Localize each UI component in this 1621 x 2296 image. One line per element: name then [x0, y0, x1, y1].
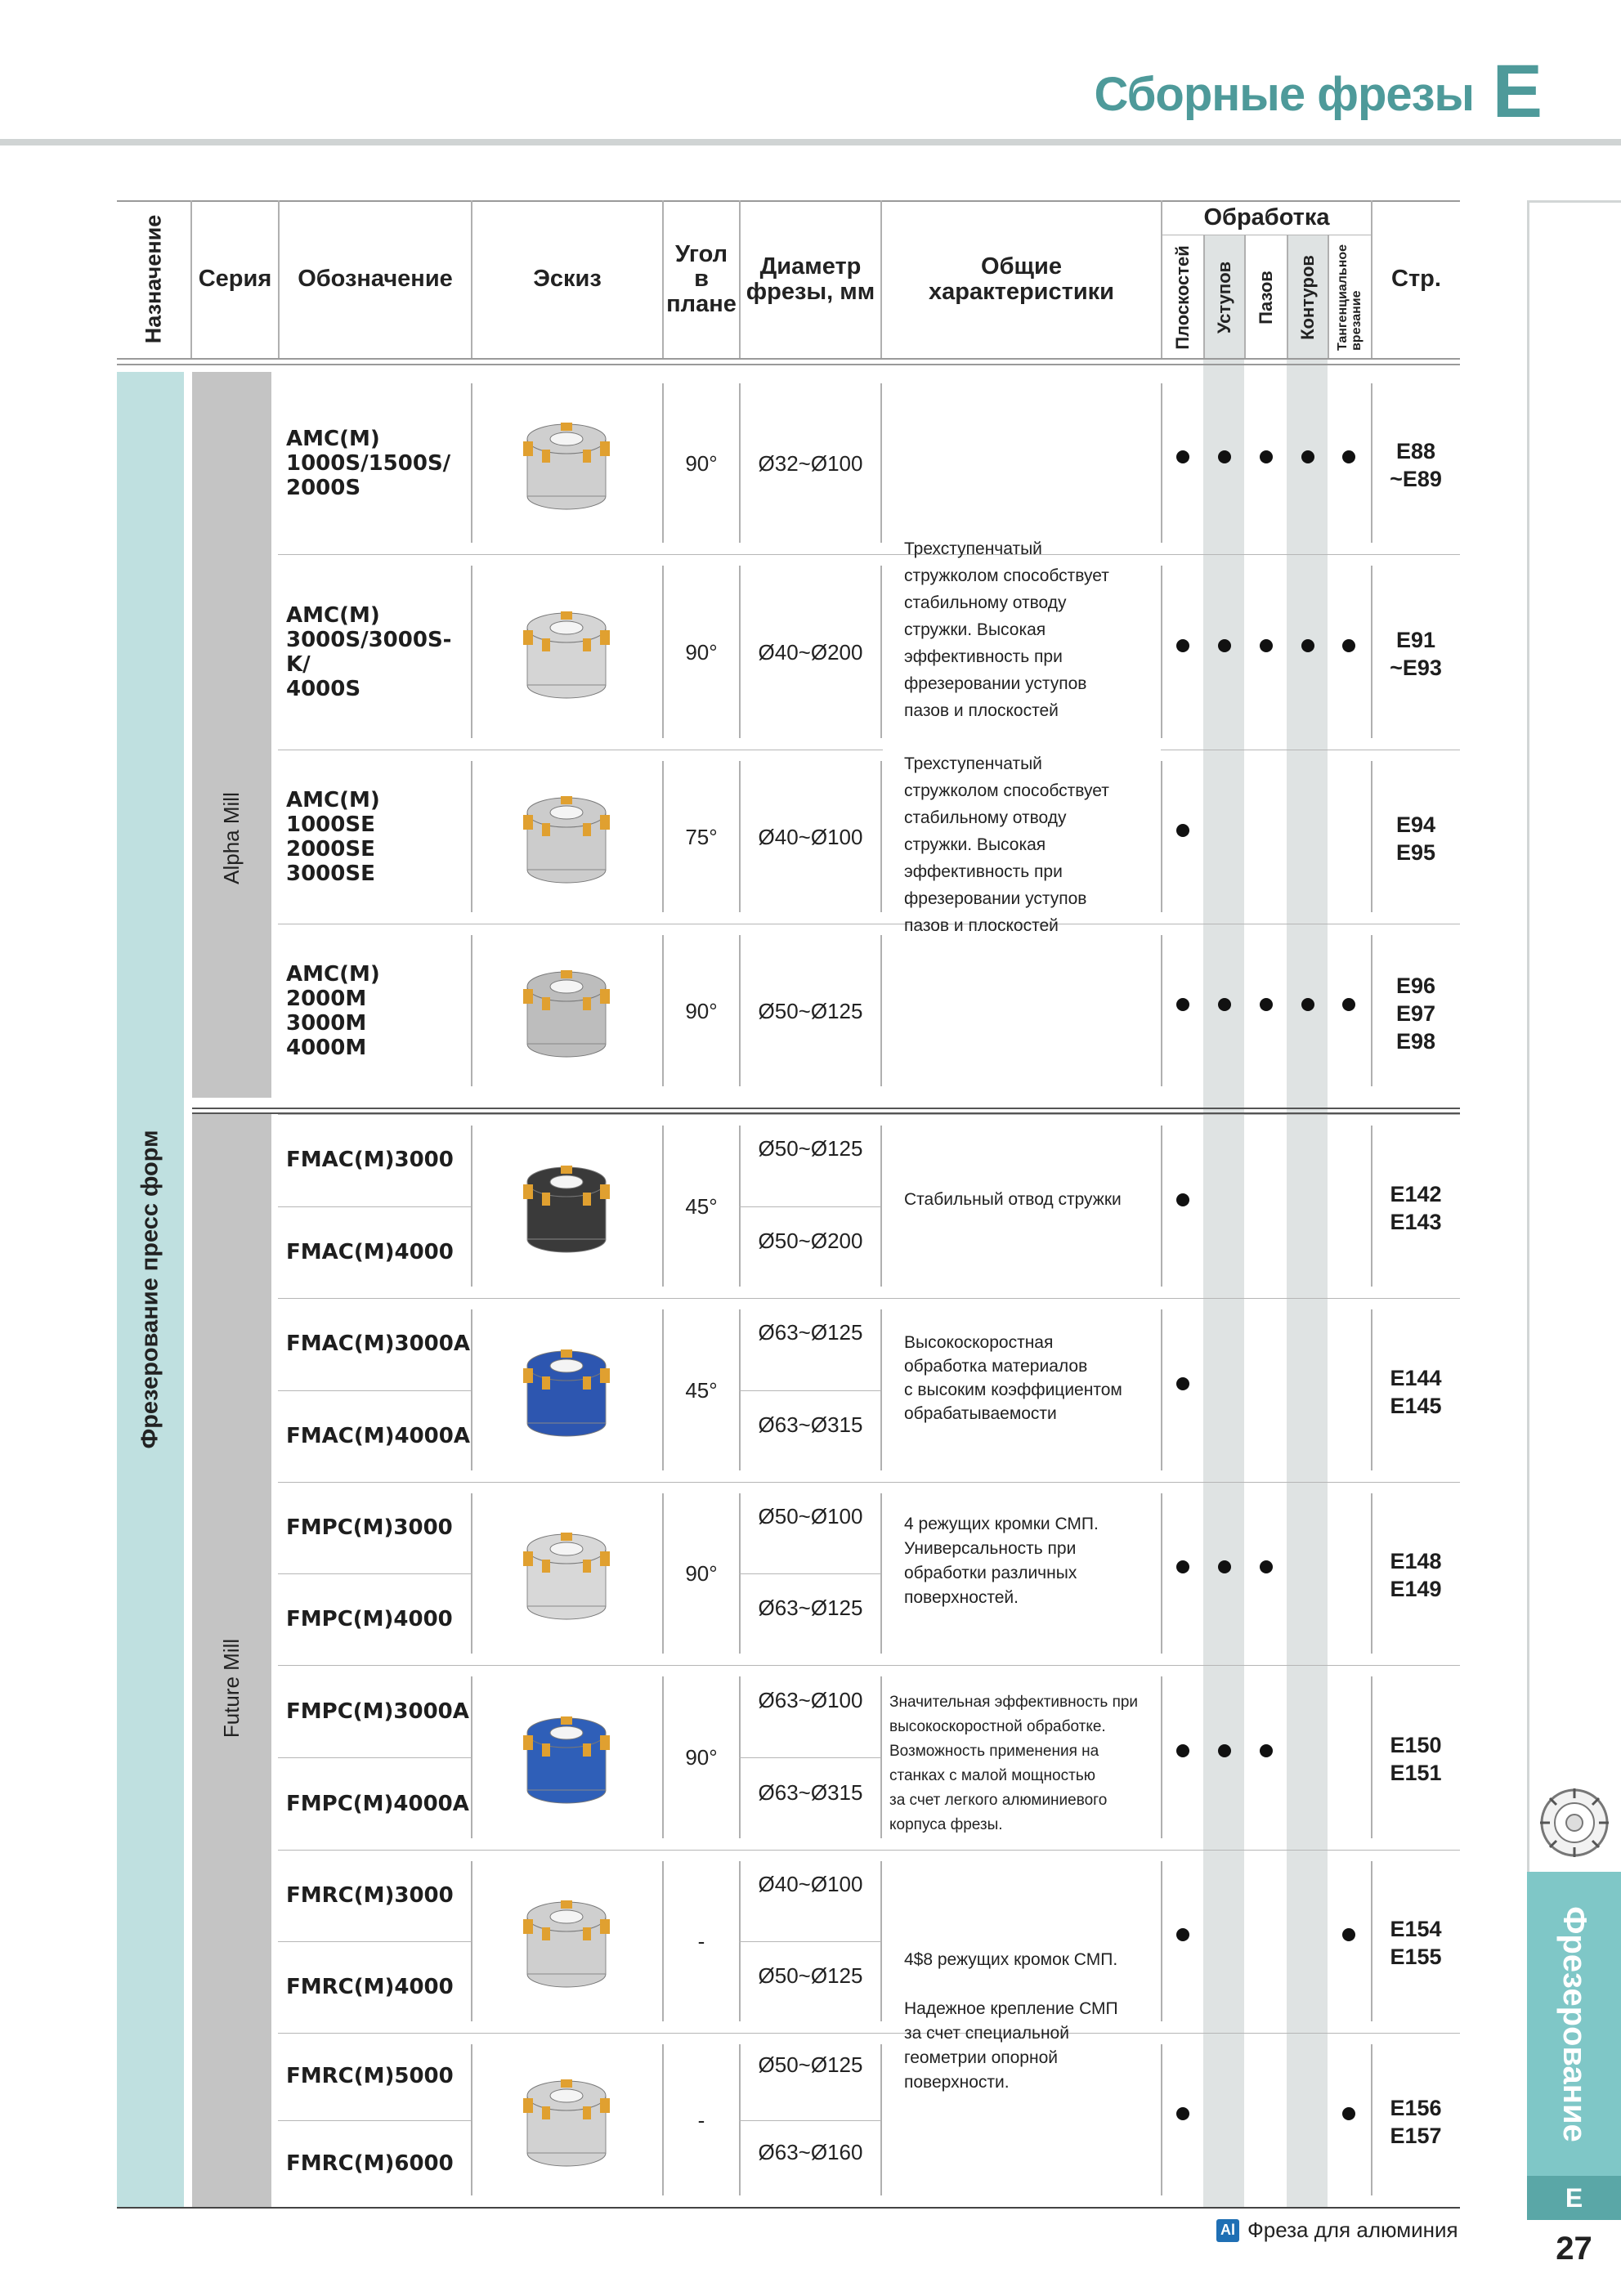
diameter-value: Ø63~Ø125 — [758, 1596, 863, 1620]
processing-mark — [1218, 998, 1231, 1011]
description: 4 режущих кромки СМП. Универсальность при обработки различных поверхностей. — [904, 1515, 1099, 1607]
diameter-value: Ø40~Ø200 — [758, 639, 863, 665]
hdr-purpose: Назначение — [141, 214, 166, 344]
silver-facemill-icon — [505, 591, 628, 714]
processing-mark — [1260, 1744, 1273, 1757]
col-sep — [880, 1861, 882, 2021]
description: 4$8 режущих кромок СМП. Надежное крепление СМП за счет специальной геометрии опорной поверхности. — [904, 1950, 1118, 2092]
catalog-table — [117, 200, 1460, 2207]
designation: FMRC(M)5000 — [286, 2064, 454, 2089]
page-ref[interactable]: E154 E155 — [1390, 1917, 1442, 1969]
page-title: Сборные фрезы — [1094, 68, 1474, 121]
purpose-label: Фрезерование пресс форм — [137, 1130, 163, 1449]
hdr-proc-shoulder: Уступов — [1214, 261, 1234, 333]
hdr-processing: Обработка — [1203, 204, 1330, 230]
designation: AMC(M) 3000S/3000S-K/ 4000S — [286, 602, 452, 701]
col-sep — [1161, 383, 1162, 543]
angle-value: 45° — [685, 1377, 718, 1403]
silver-shoulder-mill-icon — [505, 1512, 628, 1635]
header-bottom-rule-2 — [117, 364, 1460, 365]
hdr-sketch: Эскиз — [533, 266, 602, 293]
sub-row-rule — [278, 1573, 471, 1574]
legend — [1216, 2218, 1458, 2243]
designation: AMC(M) 2000M 3000M 4000M — [286, 961, 380, 1060]
section-letter: E — [1492, 50, 1543, 133]
section-tab-letter: E — [1527, 2176, 1621, 2220]
col-sep — [880, 1309, 882, 1470]
col-sep — [880, 1493, 882, 1654]
designation: FMPC(M)4000A — [286, 1791, 469, 1816]
page-ref[interactable]: E88 ~E89 — [1390, 438, 1442, 491]
page-ref[interactable]: E150 E151 — [1390, 1733, 1442, 1785]
hdr-proc-slot: Пазов — [1256, 270, 1277, 324]
designation: FMPC(M)4000 — [286, 1607, 453, 1631]
designation: FMRC(M)6000 — [286, 2151, 454, 2176]
description: Высокоскоростная обработка материалов с высоким коэффициентом обрабатываемости — [904, 1333, 1122, 1423]
sub-row-rule — [278, 1390, 471, 1391]
section-tab-label: Фрезерование — [1556, 1905, 1592, 2142]
diameter-value: Ø63~Ø315 — [758, 1779, 863, 1805]
processing-mark — [1218, 639, 1231, 652]
processing-mark — [1218, 450, 1231, 463]
sub-row-rule — [278, 1757, 471, 1758]
diameter-value: Ø32~Ø100 — [758, 450, 863, 476]
processing-mark — [1218, 1560, 1231, 1573]
page-number: 27 — [1556, 2230, 1592, 2267]
section-tab[interactable] — [1527, 1872, 1621, 2176]
col-sep — [880, 2044, 882, 2195]
hdr-designation: Обозначение — [298, 266, 453, 293]
col-sep — [880, 383, 882, 543]
processing-mark — [1260, 1560, 1273, 1573]
description: Трехступенчатый стружколом способствует стабильному отводу стружки. Высокая эффективность при фрезеровании уступов пазов и плоскостей — [904, 754, 1109, 935]
diameter-value: Ø50~Ø200 — [758, 1228, 863, 1253]
silver-chamfer-mill-icon — [505, 776, 628, 898]
designation: FMRC(M)3000 — [286, 1883, 454, 1908]
diameter-value: Ø63~Ø315 — [758, 1412, 863, 1437]
round-insert-mill-large-icon — [505, 2059, 628, 2182]
sub-row-rule — [278, 1206, 471, 1207]
header-divider — [0, 139, 1621, 145]
hdr-proc-contour: Контуров — [1297, 254, 1319, 340]
processing-mark — [1176, 450, 1189, 463]
col-sep — [880, 566, 882, 738]
cutter-thumbnail-icon — [1534, 1782, 1615, 1864]
diameter-value: Ø50~Ø125 — [758, 2052, 863, 2078]
diameter-value: Ø50~Ø125 — [758, 998, 863, 1023]
processing-mark — [1176, 1744, 1189, 1757]
processing-mark — [1342, 639, 1355, 652]
proc-band-shoulders — [1203, 235, 1244, 2207]
angle-value: 90° — [685, 998, 718, 1023]
hdr-proc-tangent: Тангенциальное врезание — [1336, 244, 1364, 351]
processing-mark — [1342, 1928, 1355, 1941]
diameter-value: Ø40~Ø100 — [758, 1872, 863, 1896]
designation: FMPC(M)3000 — [286, 1515, 453, 1540]
hdr-diameter: Диаметр фрезы, мм — [746, 253, 875, 305]
diameter-value: Ø50~Ø125 — [758, 1963, 863, 1988]
page-ref[interactable]: E142 E143 — [1390, 1181, 1442, 1234]
processing-mark — [1301, 639, 1314, 652]
diameter-value: Ø40~Ø100 — [758, 824, 863, 849]
page-ref[interactable]: E144 E145 — [1390, 1365, 1442, 1418]
aluminium-badge-icon: Al — [1216, 2219, 1239, 2242]
header-bottom-rule — [117, 358, 1460, 360]
description: Значительная эффективность при высокоскоростной обработке. Возможность применения на станках с малой мощностью за счет легкого алюминиевого корпуса фрезы. — [889, 1694, 1139, 1833]
col-sep — [880, 1126, 882, 1287]
diameter-value: Ø50~Ø125 — [758, 1136, 863, 1161]
processing-mark — [1260, 998, 1273, 1011]
silver-endmill-icon — [505, 402, 628, 525]
processing-mark — [1176, 1560, 1189, 1573]
col-sep — [880, 1676, 882, 1838]
series-band-alpha — [192, 372, 271, 1098]
processing-mark — [1176, 2107, 1189, 2120]
processing-mark — [1342, 998, 1355, 1011]
designation: FMAC(M)3000A — [286, 1332, 470, 1357]
angle-value: 45° — [685, 1193, 718, 1219]
processing-mark — [1342, 450, 1355, 463]
diameter-value: Ø63~Ø125 — [758, 1320, 863, 1345]
processing-mark — [1301, 450, 1314, 463]
col-sep — [880, 761, 882, 912]
legend-text: Фреза для алюминия — [1247, 2218, 1458, 2242]
page-ref[interactable]: E96 E97 E98 — [1395, 973, 1436, 1054]
diameter-value: Ø63~Ø100 — [758, 1687, 863, 1712]
hdr-angle: Угол в плане — [666, 240, 737, 317]
hdr-page: Стр. — [1391, 266, 1441, 293]
processing-mark — [1176, 1928, 1189, 1941]
processing-mark — [1176, 998, 1189, 1011]
processing-mark — [1176, 824, 1189, 837]
processing-mark — [1260, 450, 1273, 463]
hdr-series: Серия — [198, 266, 272, 293]
hdr-proc-flat: Плоскостей — [1172, 244, 1193, 350]
designation: FMRC(M)4000 — [286, 1975, 454, 1999]
designation: AMC(M) 1000S/1500S/ 2000S — [286, 426, 451, 500]
col-sep — [880, 935, 882, 1086]
sub-row-rule — [278, 1941, 471, 1942]
round-insert-mill-icon — [505, 1880, 628, 2003]
designation: FMAC(M)3000 — [286, 1148, 454, 1173]
side-frame — [1527, 200, 1621, 2164]
blue-shoulder-mill-icon — [505, 1696, 628, 1819]
diameter-value: Ø50~Ø100 — [758, 1504, 863, 1528]
angle-value: 90° — [685, 450, 718, 476]
processing-mark — [1176, 639, 1189, 652]
proc-band-contours — [1287, 235, 1328, 2207]
processing-mark — [1260, 639, 1273, 652]
sub-row-rule — [278, 2120, 471, 2121]
series-label-future: Future Mill — [219, 1638, 244, 1738]
long-edge-mill-icon — [505, 950, 628, 1072]
description: Стабильный отвод стружки — [904, 1190, 1122, 1209]
angle-value: 90° — [685, 1561, 718, 1586]
processing-mark — [1301, 998, 1314, 1011]
designation: FMAC(M)4000 — [286, 1239, 454, 1264]
black-facemill-icon — [505, 1145, 628, 1268]
angle-value: - — [697, 1929, 705, 1954]
processing-mark — [1342, 2107, 1355, 2120]
page-ref[interactable]: E94 E95 — [1395, 812, 1436, 865]
page-ref[interactable]: E91 ~E93 — [1390, 627, 1442, 680]
col-sep — [1161, 935, 1162, 1086]
series-label-alpha: Alpha Mill — [219, 791, 244, 884]
processing-mark — [1176, 1193, 1189, 1206]
angle-value: 90° — [685, 1745, 718, 1770]
designation: FMAC(M)4000A — [286, 1423, 470, 1448]
description: Трехступенчатый стружколом способствует стабильному отводу стружки. Высокая эффективность при фрезеровании уступов пазов и плоскостей — [904, 539, 1109, 720]
processing-mark — [1218, 1744, 1231, 1757]
page-ref[interactable]: E156 E157 — [1390, 2095, 1442, 2148]
blue-facemill-icon — [505, 1329, 628, 1452]
angle-value: 75° — [685, 824, 718, 849]
designation: FMPC(M)3000A — [286, 1699, 469, 1724]
angle-value: 90° — [685, 639, 718, 665]
table-bottom-rule — [117, 2207, 1460, 2209]
angle-value: - — [697, 2107, 705, 2133]
hdr-general: Общие характеристики — [929, 253, 1114, 305]
processing-mark — [1176, 1377, 1189, 1390]
diameter-value: Ø63~Ø160 — [758, 2139, 863, 2164]
page-ref[interactable]: E148 E149 — [1390, 1549, 1442, 1601]
designation: AMC(M) 1000SE 2000SE 3000SE — [286, 787, 380, 886]
